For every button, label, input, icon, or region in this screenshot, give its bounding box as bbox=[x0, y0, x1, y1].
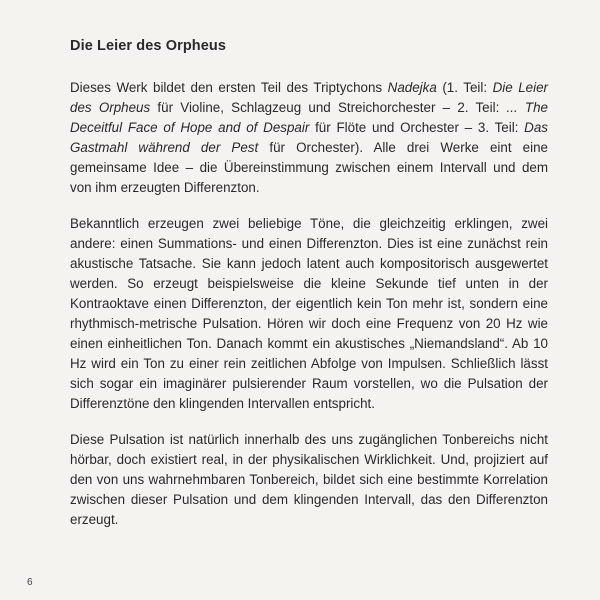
text-run: Dieses Werk bildet den ersten Teil des Triptychons bbox=[70, 80, 388, 95]
italic-run: Nadejka bbox=[387, 80, 437, 95]
text-column bbox=[70, 38, 548, 546]
text-run: Diese Pulsation ist natürlich innerhalb des uns zugänglichen Tonbereichs nicht hörbar, doch existiert real, in der physikalischen Wirklichkeit. Und, projiziert auf den von uns wahrnehmbaren Tonbereich, bildet sich eine bestimmte Korrelation zwischen dieser Pulsation und dem klingenden Intervall, das den Differenzton erzeugt. bbox=[70, 432, 548, 527]
italic-run: Die Leier des Orpheus bbox=[70, 80, 549, 115]
page-number: 6 bbox=[27, 577, 33, 588]
paragraph bbox=[70, 430, 548, 530]
italic-run: Das Gastmahl während der Pest bbox=[70, 120, 548, 155]
paragraph bbox=[70, 78, 548, 198]
section-title: Die Leier des Orpheus bbox=[70, 38, 227, 54]
text-run: für Flöte und Orchester – 3. Teil: bbox=[309, 120, 525, 135]
text-run: (1. Teil: bbox=[436, 80, 493, 95]
text-run: für Violine, Schlagzeug und Streichorchester – 2. Teil: bbox=[150, 100, 507, 115]
text-run: Bekanntlich erzeugen zwei beliebige Töne, die gleichzeitig erklingen, zwei andere: einen Summations- und einen Differenzton. Dies ist eine zunächst rein akustische Tatsache. Sie kann jedoch latent auch kompositorisch ausgewertet werden. So erzeugt beispielsweise die kleine Sekunde tief unten in der Kontraoktave einen Differenzton, der eigentlich kein Ton mehr ist, sondern eine rhythmisch-metrische Pulsation. Hören wir doch eine Frequenz von 20 Hz wie einen einheitlichen Ton. Danach kommt ein akustisches „Niemandsland“. Ab 10 Hz wird ein Ton zu einer rein zeitlichen Abfolge von Impulsen. Schließlich lässt sich sogar ein imaginärer pulsierender Raum vorstellen, wo die Pulsation der Differenztöne den klingenden Intervallen entspricht. bbox=[70, 216, 548, 411]
paragraph bbox=[70, 214, 548, 414]
text-run: für Orchester). Alle drei Werke eint eine gemeinsame Idee – die Übereinstimmung zwischen einem Intervall und dem von ihm erzeugten Differenzton. bbox=[70, 140, 549, 195]
italic-run: ... The Deceitful Face of Hope and of Despair bbox=[70, 100, 548, 135]
